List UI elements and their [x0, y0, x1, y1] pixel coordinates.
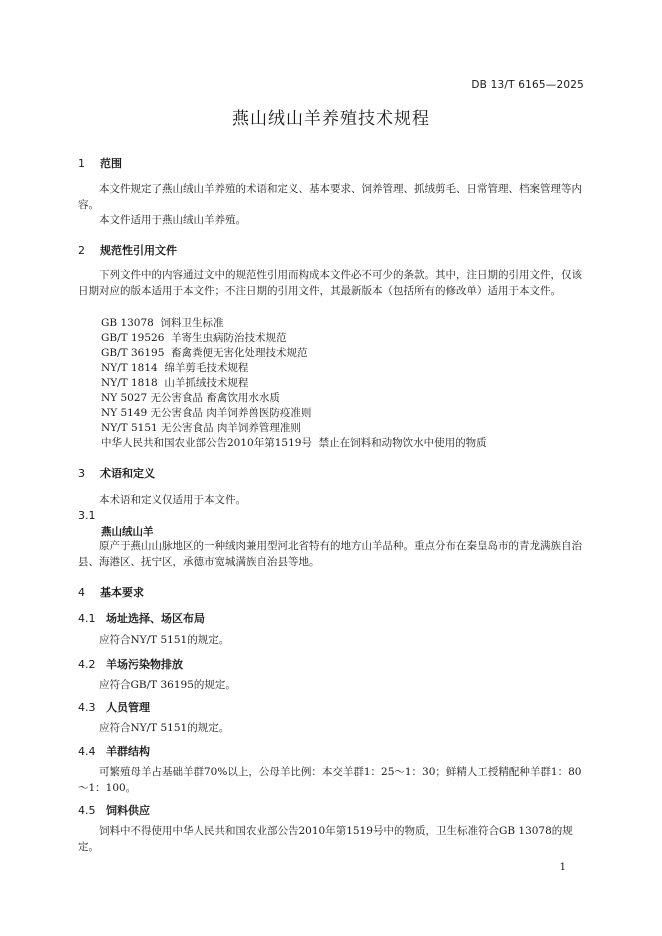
- page-number: 1: [559, 862, 566, 873]
- paragraph: 本文件规定了燕山绒山羊养殖的术语和定义、基本要求、饲养管理、抓绒剪毛、日常管理、档案管理等内容。: [78, 183, 582, 211]
- subsection-heading-4-4: [78, 743, 150, 759]
- term-name: 燕山绒山羊: [101, 526, 154, 538]
- section-title: 术语和定义: [100, 467, 155, 480]
- subsection-title: 羊群结构: [106, 745, 150, 758]
- subsection-number: 4.4: [78, 745, 96, 758]
- subsection-title: 羊场污染物排放: [106, 658, 183, 671]
- section-number: 3: [78, 467, 85, 480]
- section-heading-4: [78, 584, 144, 600]
- subsection-number: 4.3: [78, 701, 96, 714]
- subsection-number: 4.2: [78, 658, 96, 671]
- paragraph: 饲料中不得使用中华人民共和国农业部公告2010年第1519号中的物质，卫生标准符合GB 13078的规定。: [78, 825, 573, 853]
- reference-item: NY/T 1818 山羊抓绒技术规程: [101, 377, 249, 389]
- paragraph: 可繁殖母羊占基础羊群70%以上，公母羊比例：本交羊群1：25～1：30；鲜精人工授精配种羊群1：80～1：100。: [78, 766, 582, 794]
- reference-item: NY 5149 无公害食品 肉羊饲养兽医防疫准则: [101, 407, 312, 419]
- section-heading-3: [78, 465, 155, 481]
- reference-item: GB/T 19526 羊寄生虫病防治技术规范: [101, 332, 287, 344]
- section-number: 1: [78, 157, 85, 170]
- paragraph: 本文件适用于燕山绒山羊养殖。: [99, 214, 246, 226]
- reference-item: GB/T 36195 畜禽粪便无害化处理技术规范: [101, 347, 308, 359]
- section-title: 范围: [100, 157, 122, 170]
- subsection-heading-4-1: [78, 610, 205, 626]
- term-definition: 原产于燕山山脉地区的一种绒肉兼用型河北省特有的地方山羊品种。重点分布在秦皇岛市的青龙满族自治县、海港区、抚宁区，承德市宽城满族自治县等地。: [78, 540, 582, 568]
- paragraph: 本术语和定义仅适用于本文件。: [99, 494, 246, 506]
- section-number: 2: [78, 244, 85, 257]
- reference-item: GB 13078 饲料卫生标准: [101, 317, 224, 329]
- paragraph: 应符合NY/T 5151的规定。: [99, 722, 230, 734]
- document-code: DB 13/T 6165—2025: [471, 79, 584, 91]
- subsection-number: 4.5: [78, 804, 96, 817]
- reference-item: NY/T 1814 绵羊剪毛技术规程: [101, 362, 249, 374]
- document-title: 燕山绒山羊养殖技术规程: [232, 109, 430, 129]
- section-number: 4: [78, 586, 85, 599]
- section-title: 规范性引用文件: [100, 244, 177, 257]
- paragraph: 应符合NY/T 5151的规定。: [99, 634, 230, 646]
- subsection-heading-4-2: [78, 656, 183, 672]
- subsection-heading-4-5: [78, 802, 150, 818]
- subsection-title: 饲料供应: [106, 804, 150, 817]
- section-title: 基本要求: [100, 586, 144, 599]
- subsection-number: 4.1: [78, 612, 96, 625]
- section-heading-1: [78, 155, 122, 171]
- section-heading-2: [78, 242, 177, 258]
- subsection-title: 人员管理: [106, 701, 150, 714]
- reference-item: 中华人民共和国农业部公告2010年第1519号 禁止在饲料和动物饮水中使用的物质: [101, 437, 487, 449]
- reference-item: NY 5027 无公害食品 畜禽饮用水水质: [101, 392, 280, 404]
- paragraph: 应符合GB/T 36195的规定。: [99, 679, 236, 691]
- term-number: 3.1: [78, 509, 96, 522]
- subsection-title: 场址选择、场区布局: [106, 612, 205, 625]
- paragraph: 下列文件中的内容通过文中的规范性引用而构成本文件必不可少的条款。其中，注日期的引用文件，仅该日期对应的版本适用于本文件；不注日期的引用文件，其最新版本（包括所有的修改单）适用于本文件。: [78, 269, 582, 297]
- subsection-heading-4-3: [78, 699, 150, 715]
- reference-item: NY/T 5151 无公害食品 肉羊饲养管理准则: [101, 422, 301, 434]
